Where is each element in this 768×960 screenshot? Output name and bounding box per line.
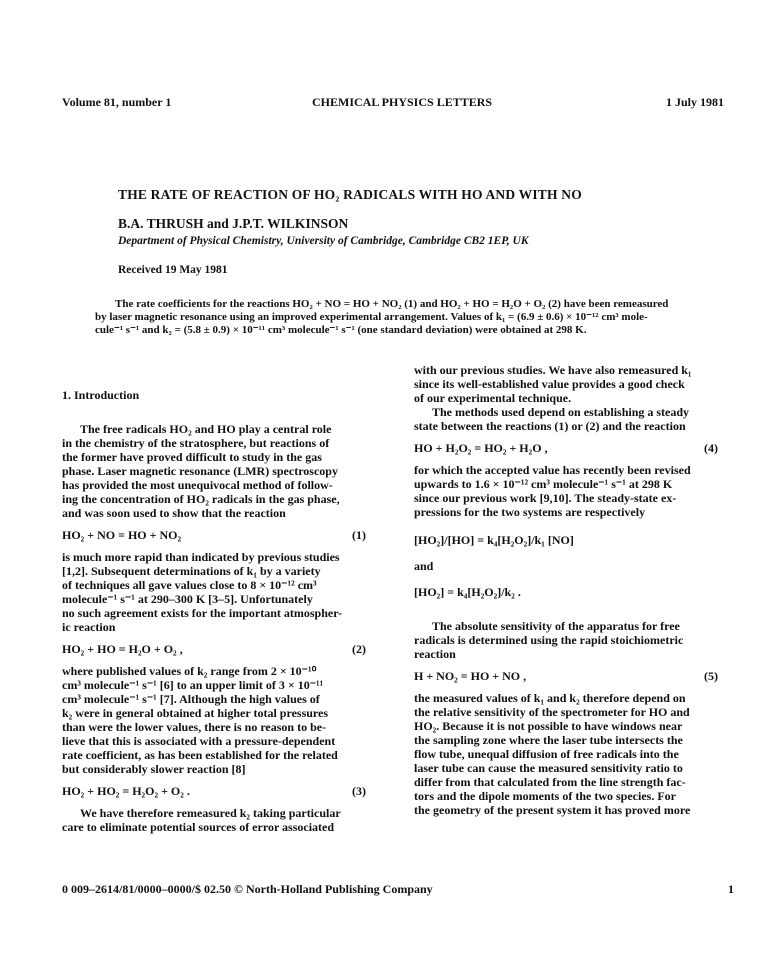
text-line: the geometry of the present system it has proved more: [414, 803, 691, 817]
equation-number: (3): [352, 784, 366, 798]
text-line: The free radicals HO₂ and HO play a central role: [80, 422, 332, 436]
affiliation: Department of Physical Chemistry, University of Cambridge, Cambridge CB2 1EP, UK: [118, 235, 529, 247]
text-line: of techniques all gave values close to 8 × 10⁻¹² cm³: [62, 578, 317, 592]
text-line: for which the accepted value has recently been revised: [414, 463, 691, 477]
text-line: We have therefore remeasured k₂ taking particular: [80, 806, 341, 820]
paragraph: [62, 664, 366, 776]
volume-number: Volume 81, number 1: [62, 95, 172, 109]
equation-text: HO + H₂O₂ = HO₂ + H₂O ,: [414, 441, 548, 455]
paragraph: [414, 691, 718, 817]
text-line: The methods used depend on establishing a steady: [432, 405, 690, 419]
paper-title: THE RATE OF REACTION OF HO₂ RADICALS WITH HO AND WITH NO: [118, 187, 582, 202]
equation-text: [HO₂] = k₄[H₂O₂]/k₂ .: [414, 585, 521, 599]
page-number: 1: [728, 882, 734, 896]
text-line: HO₂. Because it is not possible to have windows near: [414, 719, 683, 733]
text-line: the former have proved difficult to study in the gas: [62, 450, 322, 464]
text-line: is much more rapid than indicated by previous studies: [62, 550, 340, 564]
abstract-line: by laser magnetic resonance using an improved experimental arrangement. Values of k₁ = (6.9 ± 0.6) × 10⁻¹² cm³ mole-: [95, 311, 648, 323]
text-line: tors and the dipole moments of the two species. For: [414, 789, 676, 803]
text-line: molecule⁻¹ s⁻¹ at 290–300 K [3–5]. Unfortunately: [62, 592, 313, 606]
text-line: ing the concentration of HO₂ radicals in the gas phase,: [62, 492, 340, 506]
paragraph: [414, 463, 718, 519]
equation-text: HO₂ + NO = HO + NO₂: [62, 528, 182, 542]
text-line: cm³ molecule⁻¹ s⁻¹ [6] to an upper limit of 3 × 10⁻¹¹: [62, 678, 324, 692]
equation-text: HO₂ + HO = H₂O + O₂ ,: [62, 642, 183, 656]
abstract: [95, 298, 717, 337]
text-line: rate coefficient, as has been established for the related: [62, 748, 338, 762]
equation-number: (4): [704, 441, 718, 455]
text-line: the relative sensitivity of the spectrometer for HO and: [414, 705, 690, 719]
text-line: but considerably slower reaction [8]: [62, 762, 246, 776]
text-line: the sampling zone where the laser tube intersects the: [414, 733, 683, 747]
authors: B.A. THRUSH and J.P.T. WILKINSON: [118, 216, 349, 231]
text-line: with our previous studies. We have also remeasured k₁: [414, 363, 692, 377]
paragraph: [62, 550, 366, 634]
paragraph: [414, 619, 718, 661]
text-line: radicals is determined using the rapid stoichiometric: [414, 633, 684, 647]
text-line: The absolute sensitivity of the apparatus for free: [432, 619, 680, 633]
equation-steady-state-2: [414, 581, 718, 603]
text-line: pressions for the two systems are respectively: [414, 505, 646, 519]
received-date: Received 19 May 1981: [118, 264, 228, 276]
equation-text: H + NO₂ = HO + NO ,: [414, 669, 527, 683]
text-line: cm³ molecule⁻¹ s⁻¹ [7]. Although the high values of: [62, 692, 320, 706]
journal-name: CHEMICAL PHYSICS LETTERS: [312, 95, 493, 109]
equation-number: (1): [352, 528, 366, 542]
text-line: lieve that this is associated with a pressure-dependent: [62, 734, 336, 748]
equation-4: [414, 437, 718, 459]
paragraph: [62, 806, 366, 834]
text-line: since its well-established value provides a good check: [414, 377, 685, 391]
text-line: care to eliminate potential sources of error associated: [62, 820, 335, 834]
equation-1: [62, 524, 366, 546]
equation-3: [62, 780, 366, 802]
text-line: of our experimental technique.: [414, 391, 572, 405]
text-line: where published values of k₂ range from 2 × 10⁻¹⁰: [62, 664, 317, 678]
abstract-line: The rate coefficients for the reactions HO₂ + NO = HO + NO₂ (1) and HO₂ + HO = H₂O + O₂ (2) have been remeasured: [115, 298, 669, 310]
text-line: ic reaction: [62, 620, 116, 634]
text-line: than were the lower values, there is no reason to be-: [62, 720, 327, 734]
text-line: and was soon used to show that the reaction: [62, 506, 286, 520]
text-line: upwards to 1.6 × 10⁻¹² cm³ molecule⁻¹ s⁻¹ at 298 K: [414, 477, 673, 491]
text-line: has provided the most unequivocal method of follow-: [62, 478, 333, 492]
paragraph: [414, 363, 718, 433]
equation-text: [HO₂]/[HO] = k₄[H₂O₂]/k₁ [NO]: [414, 533, 574, 547]
text-line: state between the reactions (1) or (2) and the reaction: [414, 419, 686, 433]
connector-word: and: [414, 559, 434, 573]
text-line: phase. Laser magnetic resonance (LMR) spectroscopy: [62, 464, 338, 478]
text-line: in the chemistry of the stratosphere, but reactions of: [62, 436, 330, 450]
text-line: reaction: [414, 647, 456, 661]
issue-date: 1 July 1981: [666, 95, 725, 109]
left-column: [62, 388, 366, 834]
equation-5: [414, 665, 718, 687]
equation-2: [62, 638, 366, 660]
text-line: flow tube, unequal diffusion of free radicals into the: [414, 747, 679, 761]
text-line: k₂ were in general obtained at higher total pressures: [62, 706, 329, 720]
text-line: laser tube can cause the measured sensitivity ratio to: [414, 761, 683, 775]
text-line: since our previous work [9,10]. The steady-state ex-: [414, 491, 677, 505]
text-line: the measured values of k₁ and k₂ therefore depend on: [414, 691, 686, 705]
equation-text: HO₂ + HO₂ = H₂O₂ + O₂ .: [62, 784, 190, 798]
text-line: no such agreement exists for the important atmospher-: [62, 606, 343, 620]
section-heading: 1. Introduction: [62, 388, 140, 402]
equation-number: (2): [352, 642, 366, 656]
right-column: [414, 363, 718, 817]
copyright-footer: 0 009–2614/81/0000–0000/$ 02.50 © North-Holland Publishing Company: [62, 882, 433, 896]
abstract-line: cule⁻¹ s⁻¹ and k₂ = (5.8 ± 0.9) × 10⁻¹¹ cm³ molecule⁻¹ s⁻¹ (one standard deviation) were obtained at 298 K.: [95, 324, 587, 336]
text-line: [1,2]. Subsequent determinations of k₁ by a variety: [62, 564, 321, 578]
equation-steady-state-1: [414, 529, 718, 551]
paragraph: [62, 422, 366, 520]
text-line: differ from that calculated from the line strength fac-: [414, 775, 686, 789]
equation-number: (5): [704, 669, 718, 683]
